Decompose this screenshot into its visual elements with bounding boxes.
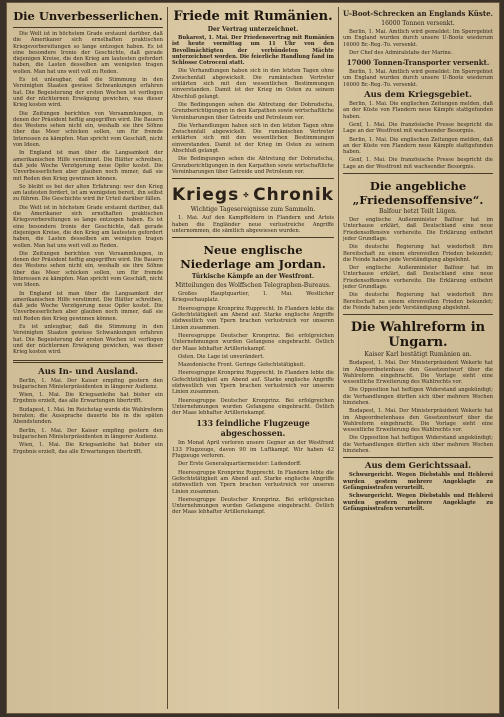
headline-unverbesserlichen: Die Unverbesserlichen. bbox=[13, 9, 163, 23]
paragraph: In England ist man über die Langsamkeit der amerikanischen Hilfe verstimmt. Die Blätter schreiben, daß jede Woche Verzögerung neue Opfer kostet. Die Unverbesserlichen aber glauben noch immer, daß sie mit Reden den Krieg gewinnen können. bbox=[13, 290, 163, 322]
headline-tonnen: 17000 Tonnen-Transporter versenkt. bbox=[346, 58, 490, 68]
chronik-subtitle: Wichtige Tagesereignisse zum Sammeln. bbox=[190, 206, 316, 214]
paragraph: Budapest, 1. Mai. Der Ministerpräsident Wekerle hat im Abgeordnetenhaus den Gesetzentwurf über die Wahlreform eingebracht. Die Vorlage sieht eine wesentliche Erweiterung des Wahlrechts vor. bbox=[343, 360, 493, 386]
paragraph: Die Bedingungen sehen die Abtretung der Dobrudscha, Grenzberichtigungen in den Karpathen sowie wirtschaftliche Vereinbarungen über Getreide und Petroleum vor. bbox=[172, 101, 334, 121]
paragraph: Die Opposition hat heftigen Widerstand angekündigt; die Verhandlungen dürften sich über mehrere Wochen hinziehen. bbox=[343, 435, 493, 455]
iron-cross-icon bbox=[243, 185, 249, 205]
paragraph: Berlin, 1. Mai. Amtlich wird gemeldet: Im Sperrgebiet um England wurden durch unsere U-Boote wiederum 16000 Br.-Reg.-To. versenkt. bbox=[343, 29, 493, 48]
paragraph: Die Bedingungen sehen die Abtretung der Dobrudscha, Grenzberichtigungen in den Karpathen sowie wirtschaftliche Vereinbarungen über Getreide und Petroleum vor. bbox=[172, 156, 334, 175]
paragraph: Im Monat April verloren unsere Gegner an der Westfront 133 Flugzeuge, davon 90 im Luftkampf. Wir haben 42 Flugzeuge verloren. bbox=[172, 440, 334, 460]
paragraph: Die Verhandlungen haben sich in den letzten Tagen ohne Zwischenfall abgewickelt. Die rumänischen Vertreter erklärten sich mit den wesentlichen Bestimmungen einverstanden. Damit ist der Krieg im Osten zu seinem Abschluß gelangt. bbox=[172, 122, 334, 155]
paragraph-bold: Schwurgericht. Wegen Diebstahls und Hehlerei wurden gestern mehrere Angeklagte zu Gefängnisstrafen verurteilt. bbox=[343, 472, 493, 491]
paragraph: Die Opposition hat heftigen Widerstand angekündigt; die Verhandlungen dürften sich über mehrere Wochen hinziehen. bbox=[343, 387, 493, 406]
divider bbox=[172, 178, 334, 179]
paragraph: Wien, 1. Mai. Die Kriegsanleihe hat bisher ein Ergebnis erzielt, das alle Erwartungen übertrifft. bbox=[13, 392, 163, 405]
column-left bbox=[13, 7, 163, 709]
paragraph: Berlin, 1. Mai. Der Kaiser empfing gestern den bulgarischen Ministerpräsidenten in längerer Audienz. bbox=[13, 427, 163, 440]
kriegs-chronik-banner bbox=[172, 182, 334, 206]
paragraph: Genf, 1. Mai. Die französische Presse bespricht die Lage an der Westfront mit wachsender Besorgnis. bbox=[343, 121, 493, 135]
paragraph: Osten. Die Lage ist unverändert. bbox=[178, 353, 265, 360]
subheadline-source: Mitteilungen des Wolffschen Telegraphen-Bureaus. bbox=[175, 282, 331, 290]
paragraph: In England ist man über die Langsamkeit der amerikanischen Hilfe verstimmt. Die Blätter schreiben, daß jede Woche Verzögerung neue Opfer kostet. Die Unverbesserlichen aber glauben noch immer, daß sie mit Reden den Krieg gewinnen können. bbox=[13, 150, 163, 182]
paragraph: Heeresgruppe Deutscher Kronprinz. Bei erfolgreichen Unternehmungen wurden Gefangene eingebracht. Östlich der Maas lebhafter Artilleriekampf. bbox=[172, 332, 334, 352]
column-rule bbox=[338, 7, 339, 709]
chronik-left-text: Kriegs bbox=[172, 185, 240, 206]
paragraph: Heeresgruppe Kronprinz Rupprecht. In Flandern lebte die Gefechtstätigkeit am Abend auf. Starke englische Angriffe südwestlich von Ypern brachen verlustreich vor unseren Linien zusammen. bbox=[172, 469, 334, 495]
paragraph: Die deutsche Regierung hat wiederholt ihre Bereitschaft zu einem ehrenvollen Frieden bekundet; die Feinde haben jede Verständigung abgelehnt. bbox=[343, 244, 493, 263]
paragraph: Berlin, 1. Mai. Amtlich wird gemeldet: Im Sperrgebiet um England wurden durch unsere U-Boote wiederum 16000 Br.-Reg.-To. versenkt. bbox=[343, 69, 493, 88]
headline-jordan: Neue englische Niederlage am Jordan. bbox=[180, 243, 326, 272]
paragraph: Der Chef des Admiralstabs der Marine. bbox=[349, 49, 453, 56]
subheadline: Balfour hetzt Teilt Lügen. bbox=[379, 208, 457, 216]
paragraph: Heeresgruppe Kronprinz Rupprecht. In Flandern lebte die Gefechtstätigkeit am Abend auf. Starke englische Angriffe südwestlich von Ypern brachen verlustreich vor unseren Linien zusammen. bbox=[172, 370, 334, 396]
subheadline: Der Vertrag unterzeichnet. bbox=[207, 26, 299, 33]
paragraph: Berlin, 1. Mai. Die englischen Zeitungen melden, daß an der Küste von Flandern neue Kämpfe stattgefunden haben. bbox=[343, 101, 493, 120]
paragraph: Großes Hauptquartier, 1. Mai. Westlicher Kriegsschauplatz. bbox=[172, 291, 334, 304]
paragraph: Heeresgruppe Deutscher Kronprinz. Bei erfolgreichen Unternehmungen wurden Gefangene eingebracht. Östlich der Maas lebhafter Artilleriekampf. bbox=[172, 496, 334, 516]
paragraph-bold: Schwurgericht. Wegen Diebstahls und Hehlerei wurden gestern mehrere Angeklagte zu Gefängnisstrafen verurteilt. bbox=[343, 493, 493, 512]
headline-wahlreform: Die Wahlreform in Ungarn. bbox=[350, 320, 486, 351]
paragraph: Budapest, 1. Mai. Im Reichstag wurde die Wahlreform beraten; die Aussprache dauerte bis in die späten Abendstunden. bbox=[13, 406, 163, 426]
section-heading-ausland: Aus In- und Ausland. bbox=[38, 366, 138, 377]
divider bbox=[13, 27, 163, 28]
paragraph: So bleibt es bei der alten Erfahrung: wer den Krieg am lautesten fordert, ist am wenigsten bereit, ihn selbst zu führen. Die Geschichte wird ihr Urteil darüber fällen. bbox=[13, 183, 163, 203]
paragraph: Die Welt ist in höchstem Grade erstaunt darüber, daß die Amerikaner sich ernsthaften praktischen Kriegsvorbereitungen so lange entzogen haben. Es ist eine besondere Ironie der Geschichte, daß gerade diejenigen Kreise, die den Krieg am lautesten gefordert haben, die Lasten desselben am wenigsten tragen wollen. Man hat uns weit voll zu Reden. bbox=[13, 31, 163, 75]
divider bbox=[343, 314, 493, 315]
headline-friedensoffensive: Die angebliche „Friedensoffensive“. bbox=[352, 179, 484, 208]
paragraph: Mazedonische Front. Geringe Gefechtstätigkeit. bbox=[178, 362, 305, 369]
divider bbox=[343, 457, 493, 458]
column-rule bbox=[167, 7, 168, 709]
paragraph: Die Welt ist in höchstem Grade erstaunt darüber, daß die Amerikaner sich ernsthaften praktischen Kriegsvorbereitungen so lange entzogen haben. Es ist eine besondere Ironie der Geschichte, daß gerade diejenigen Kreise, die den Krieg am lautesten gefordert haben, die Lasten desselben am wenigsten tragen wollen. Man hat uns weit voll zu Reden. bbox=[13, 204, 163, 249]
headline-flugzeuge: 133 feindliche Flugzeuge abgeschossen. bbox=[196, 418, 310, 439]
paragraph: Der Erste Generalquartiermeister: Ludendorff. bbox=[178, 461, 302, 468]
section-heading-kriegsgebiet: Aus dem Kriegsgebiet. bbox=[364, 90, 472, 101]
subheadline: 16000 Tonnen versenkt. bbox=[381, 20, 455, 27]
section-heading-gerichtssaal: Aus dem Gerichtssaal. bbox=[364, 461, 472, 472]
paragraph: Der englische Außenminister Balfour hat im Unterhause erklärt, daß Deutschland eine neue Friedensoffensive vorbereite. Die Erklärung entbehrt jeder Grundlage. bbox=[343, 265, 493, 291]
paragraph: Die deutsche Regierung hat wiederholt ihre Bereitschaft zu einem ehrenvollen Frieden bekundet; die Feinde haben jede Verständigung abgelehnt. bbox=[343, 292, 493, 311]
subheadline: Kaiser Karl bestätigt Rumänien an. bbox=[364, 351, 472, 359]
divider bbox=[13, 360, 163, 363]
paragraph: Heeresgruppe Deutscher Kronprinz. Bei erfolgreichen Unternehmungen wurden Gefangene eingebracht. Östlich der Maas lebhafter Artilleriekampf. bbox=[172, 397, 334, 417]
paragraph: Berlin, 1. Mai. Die englischen Zeitungen melden, daß an der Küste von Flandern neue Kämpfe stattgefunden haben. bbox=[343, 136, 493, 156]
subheadline: Türkische Kämpfe an der Westfront. bbox=[191, 273, 315, 281]
paragraph: 1. Mai. Auf den Kampffeldern in Flandern und Artois haben die Engländer neue verlustreiche Angriffe unternommen, die sämtlich abgewiesen wurden. bbox=[172, 215, 334, 234]
paragraph: Es ist unleugbar, daß die Stimmung in den Vereinigten Staaten gewisse Schwankungen erfahren hat. Die Begeisterung der ersten Wochen ist verflogen und der nüchternen Erwägung gewichen, was dieser Krieg kosten wird. bbox=[13, 77, 163, 109]
paragraph: Heeresgruppe Kronprinz Rupprecht. In Flandern lebte die Gefechtstätigkeit am Abend auf. Starke englische Angriffe südwestlich von Ypern brachen verlustreich vor unseren Linien zusammen. bbox=[172, 305, 334, 331]
paragraph: Der englische Außenminister Balfour hat im Unterhause erklärt, daß Deutschland eine neue Friedensoffensive vorbereite. Die Erklärung entbehrt jeder Grundlage. bbox=[343, 217, 493, 242]
chronik-right-text: Chronik bbox=[253, 185, 334, 206]
paragraph: Die Zeitungen berichten von Versammlungen, in denen der Präsident heftig angegriffen wird. Die Bauern des Westens sehen nicht ein, weshalb sie ihre Söhne über das Meer schicken sollen, um für fremde Interessen zu kämpfen. Man spricht vom Geschäft, nicht von Ideen. bbox=[13, 110, 163, 149]
column-right bbox=[343, 7, 493, 709]
paragraph: Es ist unleugbar, daß die Stimmung in den Vereinigten Staaten gewisse Schwankungen erfahren hat. Die Begeisterung der ersten Wochen ist verflogen und der nüchternen Erwägung gewichen, was dieser Krieg kosten wird. bbox=[13, 324, 163, 356]
column-middle bbox=[172, 7, 334, 709]
headline-friede-rumaenien: Friede mit Rumänien. bbox=[173, 9, 333, 24]
paragraph: Berlin, 1. Mai. Der Kaiser empfing gestern den bulgarischen Ministerpräsidenten in längerer Audienz. bbox=[13, 377, 163, 390]
headline-u-boot: U-Boot-Schrecken an Englands Küste. bbox=[343, 9, 493, 18]
paragraph: Die Zeitungen berichten von Versammlungen, in denen der Präsident heftig angegriffen wird. Die Bauern des Westens sehen nicht ein, weshalb sie ihre Söhne über das Meer schicken sollen, um für fremde Interessen zu kämpfen. Man spricht vom Geschäft, nicht von Ideen. bbox=[13, 250, 163, 289]
paragraph: Genf, 1. Mai. Die französische Presse bespricht die Lage an der Westfront mit wachsender Besorgnis. bbox=[343, 157, 493, 170]
paragraph-bold: Bukarest, 1. Mai. Der Friedensvertrag mit Rumänien ist heute vormittag um 11 Uhr von den Bevollmächtigten der verbündeten Mächte unterzeichnet worden. Die feierliche Handlung fand im Schlosse Cotroceni statt. bbox=[172, 35, 334, 67]
newspaper-page bbox=[6, 2, 500, 714]
divider bbox=[343, 173, 493, 174]
paragraph: Budapest, 1. Mai. Der Ministerpräsident Wekerle hat im Abgeordnetenhaus den Gesetzentwurf über die Wahlreform eingebracht. Die Vorlage sieht eine wesentliche Erweiterung des Wahlrechts vor. bbox=[343, 408, 493, 434]
divider bbox=[172, 237, 334, 238]
paragraph: Die Verhandlungen haben sich in den letzten Tagen ohne Zwischenfall abgewickelt. Die rumänischen Vertreter erklärten sich mit den wesentlichen Bestimmungen einverstanden. Damit ist der Krieg im Osten zu seinem Abschluß gelangt. bbox=[172, 68, 334, 100]
paragraph: Wien, 1. Mai. Die Kriegsanleihe hat bisher ein Ergebnis erzielt, das alle Erwartungen übertrifft. bbox=[13, 442, 163, 455]
